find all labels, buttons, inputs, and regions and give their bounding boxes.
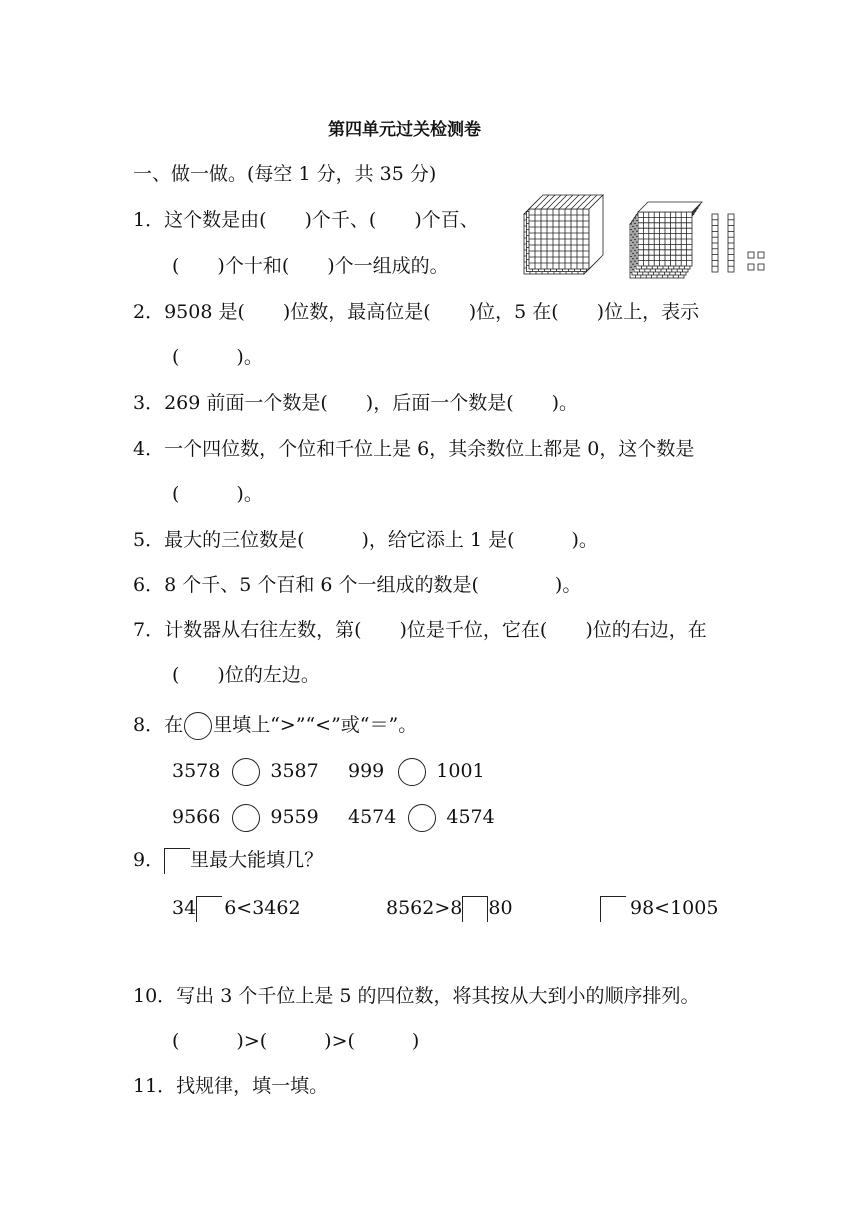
compare-right-1: 3587	[270, 760, 319, 782]
item-1-right: 6<3462	[224, 897, 301, 919]
compare-right-4: 4574	[446, 806, 495, 828]
question-10-line-2: ( )>( )>( )	[172, 1030, 420, 1052]
question-2-line-2: ( )。	[172, 346, 263, 368]
answer-box[interactable]	[600, 896, 626, 922]
question-5: 5．最大的三位数是( )，给它添上 1 是( )。	[133, 529, 598, 551]
one-cube	[748, 252, 754, 258]
thousand-cube	[529, 195, 603, 269]
question-4-line-1: 4．一个四位数，个位和千位上是 6，其余数位上都是 0，这个数是	[133, 438, 695, 460]
answer-circle[interactable]	[398, 758, 426, 786]
question-7-line-1: 7．计数器从右往左数，第( )位是千位，它在( )位的右边，在	[133, 619, 707, 641]
page-title: 第四单元过关检测卷	[328, 120, 481, 140]
item-1-left: 34	[172, 897, 197, 919]
question-4-line-2: ( )。	[172, 483, 263, 505]
answer-circle[interactable]	[232, 758, 260, 786]
comparison-row-2	[172, 804, 319, 832]
question-3: 3．269 前面一个数是( )，后面一个数是( )。	[133, 392, 579, 414]
comparison-row-1b	[348, 758, 485, 786]
item-2-left: 8562>8	[386, 897, 463, 919]
answer-circle[interactable]	[232, 804, 260, 832]
question-9-item-3	[600, 896, 718, 922]
one-cube	[758, 264, 764, 270]
question-9-item-2	[386, 896, 513, 922]
question-9-prefix: 9．	[133, 849, 165, 871]
hundred-flat	[638, 202, 702, 266]
question-1-line-1: 1．这个数是由( )个千、( )个百、	[133, 209, 479, 231]
compare-left-4: 4574	[348, 806, 397, 828]
question-9-instruction	[133, 848, 323, 874]
question-1-line-2: ( )个十和( )个一组成的。	[172, 255, 449, 277]
compare-left-1: 3578	[172, 760, 221, 782]
blank-box	[164, 848, 190, 874]
question-8-prefix: 8．在	[133, 714, 184, 736]
question-7-line-2: ( )位的左边。	[172, 664, 320, 686]
item-2-right: 80	[488, 897, 513, 919]
compare-right-2: 1001	[436, 760, 485, 782]
comparison-row-1	[172, 758, 319, 786]
item-3-right: 98<1005	[630, 897, 719, 919]
ten-rod	[712, 214, 718, 272]
compare-left-3: 9566	[172, 806, 221, 828]
question-2-line-1: 2．9508 是( )位数，最高位是( )位，5 在( )位上，表示	[133, 301, 700, 323]
ten-rod	[728, 214, 734, 272]
answer-box[interactable]	[462, 896, 488, 922]
base-ten-blocks-figure	[0, 0, 868, 300]
answer-box[interactable]	[196, 896, 222, 922]
one-cube	[748, 264, 754, 270]
question-9-suffix: 里最大能填几？	[190, 849, 324, 871]
question-6: 6．8 个千、5 个百和 6 个一组成的数是( )。	[133, 574, 582, 596]
section-heading: 一、做一做。(每空 1 分，共 35 分)	[133, 163, 437, 185]
one-cube	[758, 252, 764, 258]
question-9-item-1	[172, 896, 301, 922]
question-11: 11．找规律，填一填。	[133, 1075, 329, 1097]
answer-circle[interactable]	[408, 804, 436, 832]
question-10-line-1: 10．写出 3 个千位上是 5 的四位数，将其按从大到小的顺序排列。	[133, 985, 700, 1007]
comparison-row-2b	[348, 804, 495, 832]
question-8-suffix: 里填上“>”“<”或“＝”。	[213, 714, 418, 736]
question-8-instruction	[133, 712, 417, 740]
compare-left-2: 999	[348, 760, 385, 782]
compare-right-3: 9559	[270, 806, 319, 828]
comparison-circle	[184, 712, 212, 740]
